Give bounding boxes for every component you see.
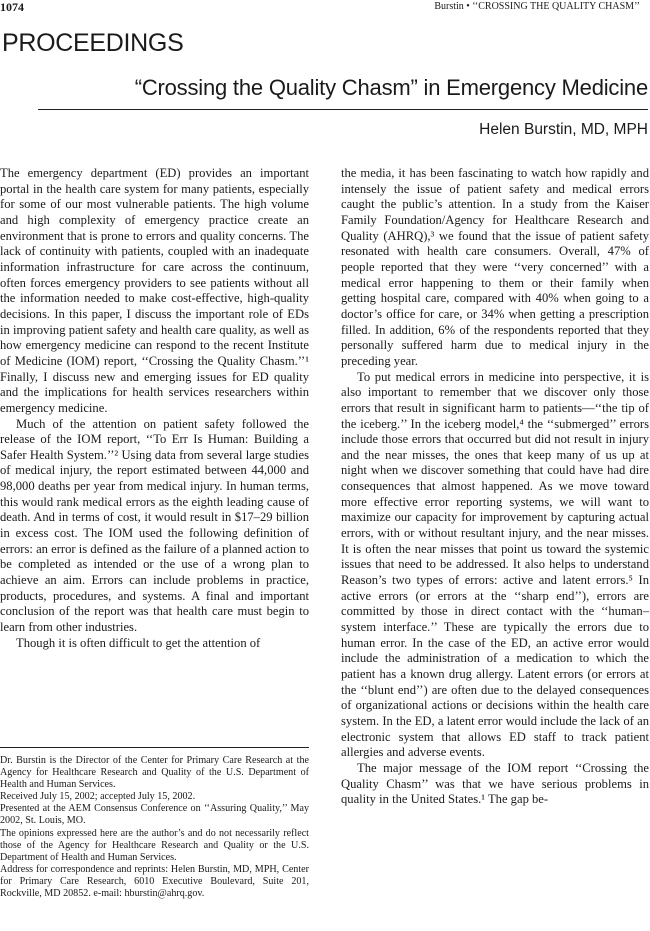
body-paragraph: To put medical errors in medicine into perspective, it is also important to remember that we discover only those errors that result in significant harm to patients—‘‘the tip of the iceberg.’’ In the iceberg model,⁴ the ‘‘submerged’’ errors include those errors that occurred but did not result in injury and the near misses, the ones that keep many of us up at night when we discover something that could have had dire consequences that almost happened. As we move toward more effective error reporting systems, we will want to maximize our capacity for improvement by capturing actual errors, with or without resultant injury, and the near misses. It is often the near misses that point us toward the systemic issues that need to be addressed. It also helps to understand Reason’s two types of errors: active and latent errors.⁵ In active errors (or errors at the ‘‘sharp end’’), errors are committed by those in direct contact with the ‘‘human–system interface.’’ These are typically the errors due to human error. In the case of the ED, an active error would include the administration of a medication to which the patient has a known drug allergy. Latent errors (or errors at the ‘‘blunt end’’) are often due to the delayed consequences of organizational actions or decisions within the health care system. In the ED, a latent error would include the lack of an electronic system that allows ED staff to track patient allergies and adverse events. (341, 369, 649, 760)
article-author: Helen Burstin, MD, MPH (479, 121, 648, 138)
page-number: 1074 (0, 0, 24, 14)
body-paragraph: The major message of the IOM report ‘‘Crossing the Quality Chasm’’ was that we have serious problems in quality in the United States.¹ The gap be- (341, 760, 649, 807)
section-label: PROCEEDINGS (2, 29, 184, 57)
body-column-left (0, 166, 309, 651)
running-head: Burstin • ‘‘CROSSING THE QUALITY CHASM’’ (434, 1, 640, 12)
footnote-rule (0, 747, 309, 748)
author-note: Presented at the AEM Consensus Conference on ‘‘Assuring Quality,’’ May 2002, St. Louis, MO. (0, 803, 309, 827)
title-rule (38, 109, 648, 110)
author-note: Received July 15, 2002; accepted July 15, 2002. (0, 791, 196, 803)
body-paragraph: Much of the attention on patient safety followed the release of the IOM report, ‘‘To Err Is Human: Building a Safer Health System.’’² Using data from several large studies of medical injury, the report estimated between 44,000 and 98,000 deaths per year from medical injury. In human terms, this would rank medical errors as the eighth leading cause of death. And in terms of cost, it would result in $17–29 billion in excess cost. The IOM used the following definition of errors: an error is defined as the failure of a planned action to be completed as intended or the use of a wrong plan to achieve an aim. Errors can include problems in practice, products, procedures, and systems. A final and important conclusion of the report was that health care must begin to learn from other industries. (0, 416, 309, 635)
body-paragraph: the media, it has been fascinating to watch how rapidly and intensely the issue of patient safety and medical errors caught the public’s attention. In a study from the Kaiser Family Foundation/Agency for Healthcare Research and Quality (AHRQ),³ we found that the issue of patient safety resonated with health care consumers. Overall, 47% of people reported that they were ‘‘very concerned’’ with a medical error happening to them or their family when getting hospital care, compared with 40% when going to a doctor’s office for care, or 34% when getting a prescription filled. In addition, 6% of the respondents reported that they personally suffered harm due to medical injury in the preceding year. (341, 166, 649, 368)
article-title: “Crossing the Quality Chasm” in Emergency Medicine (134, 75, 648, 100)
body-paragraph: The emergency department (ED) provides an important portal in the health care system for many patients, especially for some of our most vulnerable patients. The high volume and high complexity of emergency practice create an environment that is prone to errors and quality concerns. The lack of continuity with patients, coupled with an inadequate information infrastructure for care across the continuum, often forces emergency providers to see patients without all the information needed to make cost-effective, high-quality decisions. In this paper, I discuss the important role of EDs in improving patient safety and health care quality, as well as how emergency medicine can respond to the recent Institute of Medicine (IOM) report, ‘‘Crossing the Quality Chasm.’’¹ Finally, I discuss new and emerging issues for ED quality and the implications for health services researchers within emergency medicine. (0, 166, 309, 415)
body-column-right (341, 166, 649, 808)
body-paragraph: Though it is often difficult to get the attention of (16, 635, 261, 650)
author-notes (0, 755, 309, 900)
author-note: Dr. Burstin is the Director of the Center for Primary Care Research at the Agency for Healthcare Research and Quality of the U.S. Department of Health and Human Services. (0, 755, 309, 791)
author-note: Address for correspondence and reprints: Helen Burstin, MD, MPH, Center for Primary Care Research, 6010 Executive Boulevard, Suite 201, Rockville, MD 20852. e-mail: hburstin@ahrq.gov. (0, 863, 309, 900)
author-note: The opinions expressed here are the author’s and do not necessarily reflect those of the Agency for Healthcare Research and Quality or the U.S. Department of Health and Human Services. (0, 827, 309, 863)
